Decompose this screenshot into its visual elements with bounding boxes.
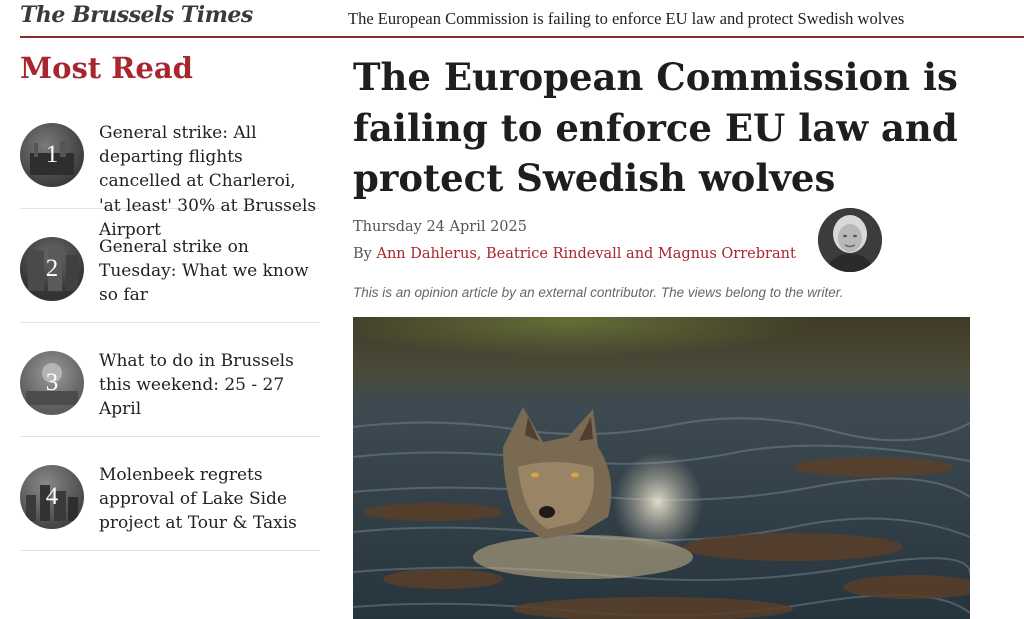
most-read-item[interactable] xyxy=(20,437,320,551)
rank-number: 2 xyxy=(45,255,59,282)
most-read-heading: Most Read xyxy=(20,51,193,85)
most-read-item[interactable] xyxy=(20,95,320,240)
byline-prefix: By xyxy=(353,246,372,262)
rank-number: 4 xyxy=(45,483,59,510)
header-divider xyxy=(20,36,1024,38)
most-read-title[interactable]: General strike: All departing flights cancelled at Charleroi, 'at least' 30% at Brussels Airport xyxy=(99,123,317,240)
most-read-thumbnail[interactable] xyxy=(20,123,84,187)
most-read-thumbnail[interactable] xyxy=(20,351,84,415)
opinion-disclaimer: This is an opinion article by an external contributor. The views belong to the writer. xyxy=(353,285,844,300)
sticky-article-title: The European Commission is failing to enforce EU law and protect Swedish wolves xyxy=(348,9,905,28)
most-read-thumbnail[interactable] xyxy=(20,465,84,529)
article-hero-image xyxy=(353,317,970,619)
author-link[interactable]: Ann Dahlerus, Beatrice Rindevall and Magnus Orrebrant xyxy=(376,246,796,262)
rank-number: 1 xyxy=(45,141,59,168)
most-read-title[interactable]: Molenbeek regrets approval of Lake Side project at Tour & Taxis xyxy=(99,465,297,534)
most-read-item[interactable] xyxy=(20,209,320,323)
article-byline xyxy=(353,246,796,262)
most-read-thumbnail[interactable] xyxy=(20,237,84,301)
wolf-in-water-image xyxy=(353,317,970,619)
site-header xyxy=(0,0,1024,37)
most-read-title[interactable]: General strike on Tuesday: What we know so far xyxy=(99,237,309,306)
article-date: Thursday 24 April 2025 xyxy=(353,219,527,235)
most-read-title[interactable]: What to do in Brussels this weekend: 25 - 27 April xyxy=(99,351,294,420)
rank-number: 3 xyxy=(45,369,59,396)
author-avatar[interactable] xyxy=(818,208,882,272)
most-read-list xyxy=(20,95,320,551)
site-logo[interactable]: The Brussels Times xyxy=(20,2,253,28)
most-read-item[interactable] xyxy=(20,323,320,437)
author-photo xyxy=(818,208,882,272)
article-headline: The European Commission is failing to enforce EU law and protect Swedish wolves xyxy=(353,55,958,200)
